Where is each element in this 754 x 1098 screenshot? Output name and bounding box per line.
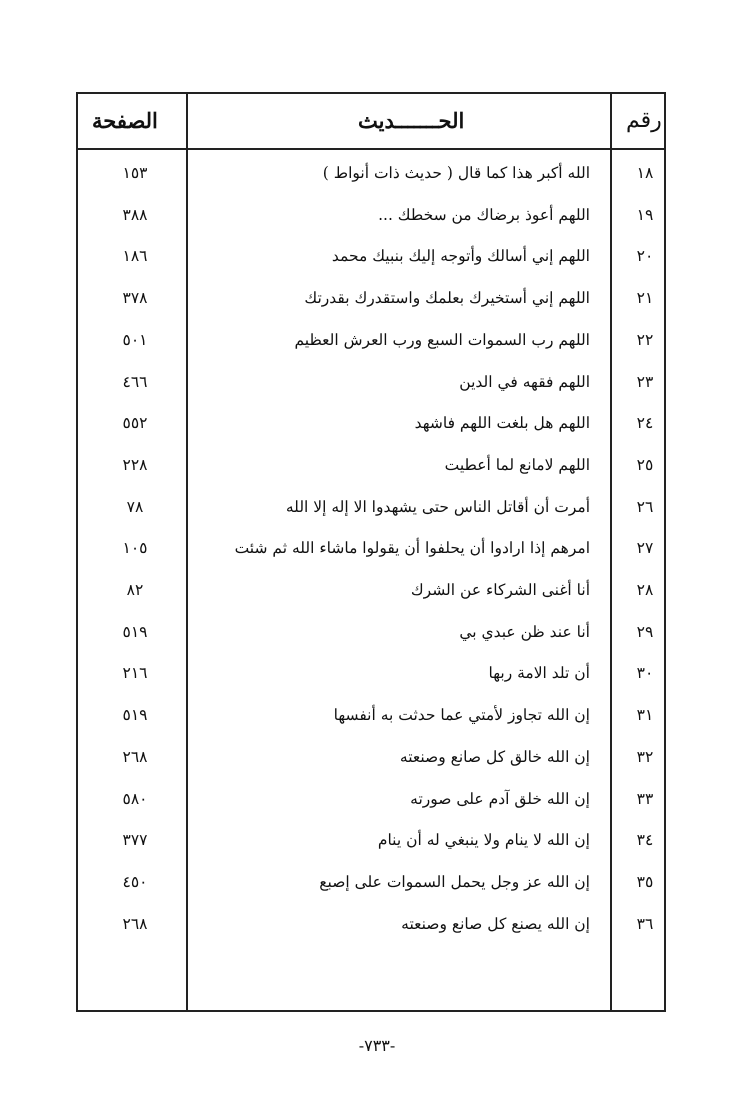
page-cell: ١٨٦ [122,247,148,266]
table-row [78,873,664,915]
table-row [78,623,664,665]
page-cell: ٣٨٨ [122,205,148,224]
table-row [78,706,664,748]
table-row [78,247,664,289]
table-row [78,414,664,456]
number-cell: ٢٨ [636,581,654,599]
column-header-page: الصفحة [92,108,158,133]
table-row [78,831,664,873]
hadith-cell: إن الله يصنع كل صانع وصنعته [401,914,590,933]
number-cell: ٢٤ [636,414,654,433]
number-cell: ٣١ [636,706,654,725]
hadith-cell: أنا عند ظن عبدي بي [459,622,590,641]
hadith-cell: اللهم إني أستخيرك بعلمك واستقدرك بقدرتك [304,289,590,308]
hadith-cell: أنا أغنى الشركاء عن الشرك [410,581,590,599]
page-cell: ٢١٦ [122,664,148,683]
page-cell: ٥٠١ [122,330,148,349]
table-row [78,498,664,540]
hadith-cell: إن الله لا ينام ولا ينبغي له أن ينام [377,831,590,850]
table-row [78,581,664,623]
page-cell: ٨٢ [126,581,144,599]
page-cell: ٣٧٨ [122,289,148,308]
page-cell: ١٥٣ [122,164,148,182]
page-cell: ٧٨ [126,497,144,516]
column-header-hadith: الحـــــــديث [358,108,465,133]
number-cell: ١٩ [636,205,654,224]
hadith-cell: اللهم لامانع لما أعطيت [444,455,590,474]
table-row [78,289,664,331]
table-row [78,373,664,415]
page-cell: ٥٨٠ [122,789,148,808]
number-cell: ٣٢ [636,747,654,766]
number-cell: ٣٠ [636,664,654,683]
hadith-cell: اللهم رب السموات السبع ورب العرش العظيم [294,330,590,349]
number-cell: ٣٦ [636,914,654,933]
hadith-cell: إن الله خالق كل صانع وصنعته [399,747,590,766]
page-cell: ٢٢٨ [122,455,148,474]
column-header-number: رقم [626,108,662,133]
index-table [76,92,666,1012]
table-row [78,206,664,248]
table-row [78,456,664,498]
table-row [78,748,664,790]
table-row [78,915,664,957]
number-cell: ٣٣ [636,789,654,808]
page-cell: ٢٦٨ [122,914,148,933]
hadith-cell: أمرت أن أقاتل الناس حتى يشهدوا الا إله إلا الله [285,497,590,516]
number-cell: ٢١ [636,289,654,308]
table-row [78,664,664,706]
page-cell: ٢٦٨ [122,747,148,766]
number-cell: ٢٣ [636,372,654,391]
number-cell: ٣٤ [636,831,654,850]
page-cell: ٤٦٦ [122,372,148,391]
hadith-cell: اللهم هل بلغت اللهم فاشهد [414,414,590,433]
hadith-cell: إن الله عز وجل يحمل السموات على إصبع [319,872,590,891]
hadith-cell: اللهم أعوذ برضاك من سخطك ... [378,205,590,224]
number-cell: ٢٧ [636,539,654,558]
number-cell: ١٨ [636,164,654,182]
page-number: -٧٣٣- [358,1036,396,1055]
number-cell: ٢٠ [636,247,654,266]
number-cell: ٢٢ [636,330,654,349]
page-cell: ٤٥٠ [122,872,148,891]
table-row [78,331,664,373]
table-row [78,539,664,581]
hadith-cell: الله أكبر هذا كما قال ( حديث ذات أنواط ) [322,164,590,182]
hadith-cell: اللهم إني أسالك وأتوجه إليك بنبيك محمد [331,247,590,266]
page-cell: ٣٧٧ [122,831,148,850]
table-row [78,790,664,832]
number-cell: ٣٥ [636,872,654,891]
page-cell: ٥١٩ [122,706,148,725]
number-cell: ٢٥ [636,455,654,474]
page-cell: ٥١٩ [122,622,148,641]
hadith-cell: أن تلد الامة ربها [488,664,590,683]
number-cell: ٢٦ [636,497,654,516]
table-row [78,164,664,206]
hadith-cell: امرهم إذا ارادوا أن يحلفوا أن يقولوا ماشاء الله ثم شئت [234,539,590,558]
page-cell: ١٠٥ [122,539,148,558]
number-cell: ٢٩ [636,622,654,641]
page-cell: ٥٥٢ [122,414,148,433]
hadith-cell: إن الله تجاوز لأمتي عما حدثت به أنفسها [333,706,590,725]
hadith-cell: اللهم فقهه في الدين [459,372,590,391]
hadith-cell: إن الله خلق آدم على صورته [410,789,590,808]
